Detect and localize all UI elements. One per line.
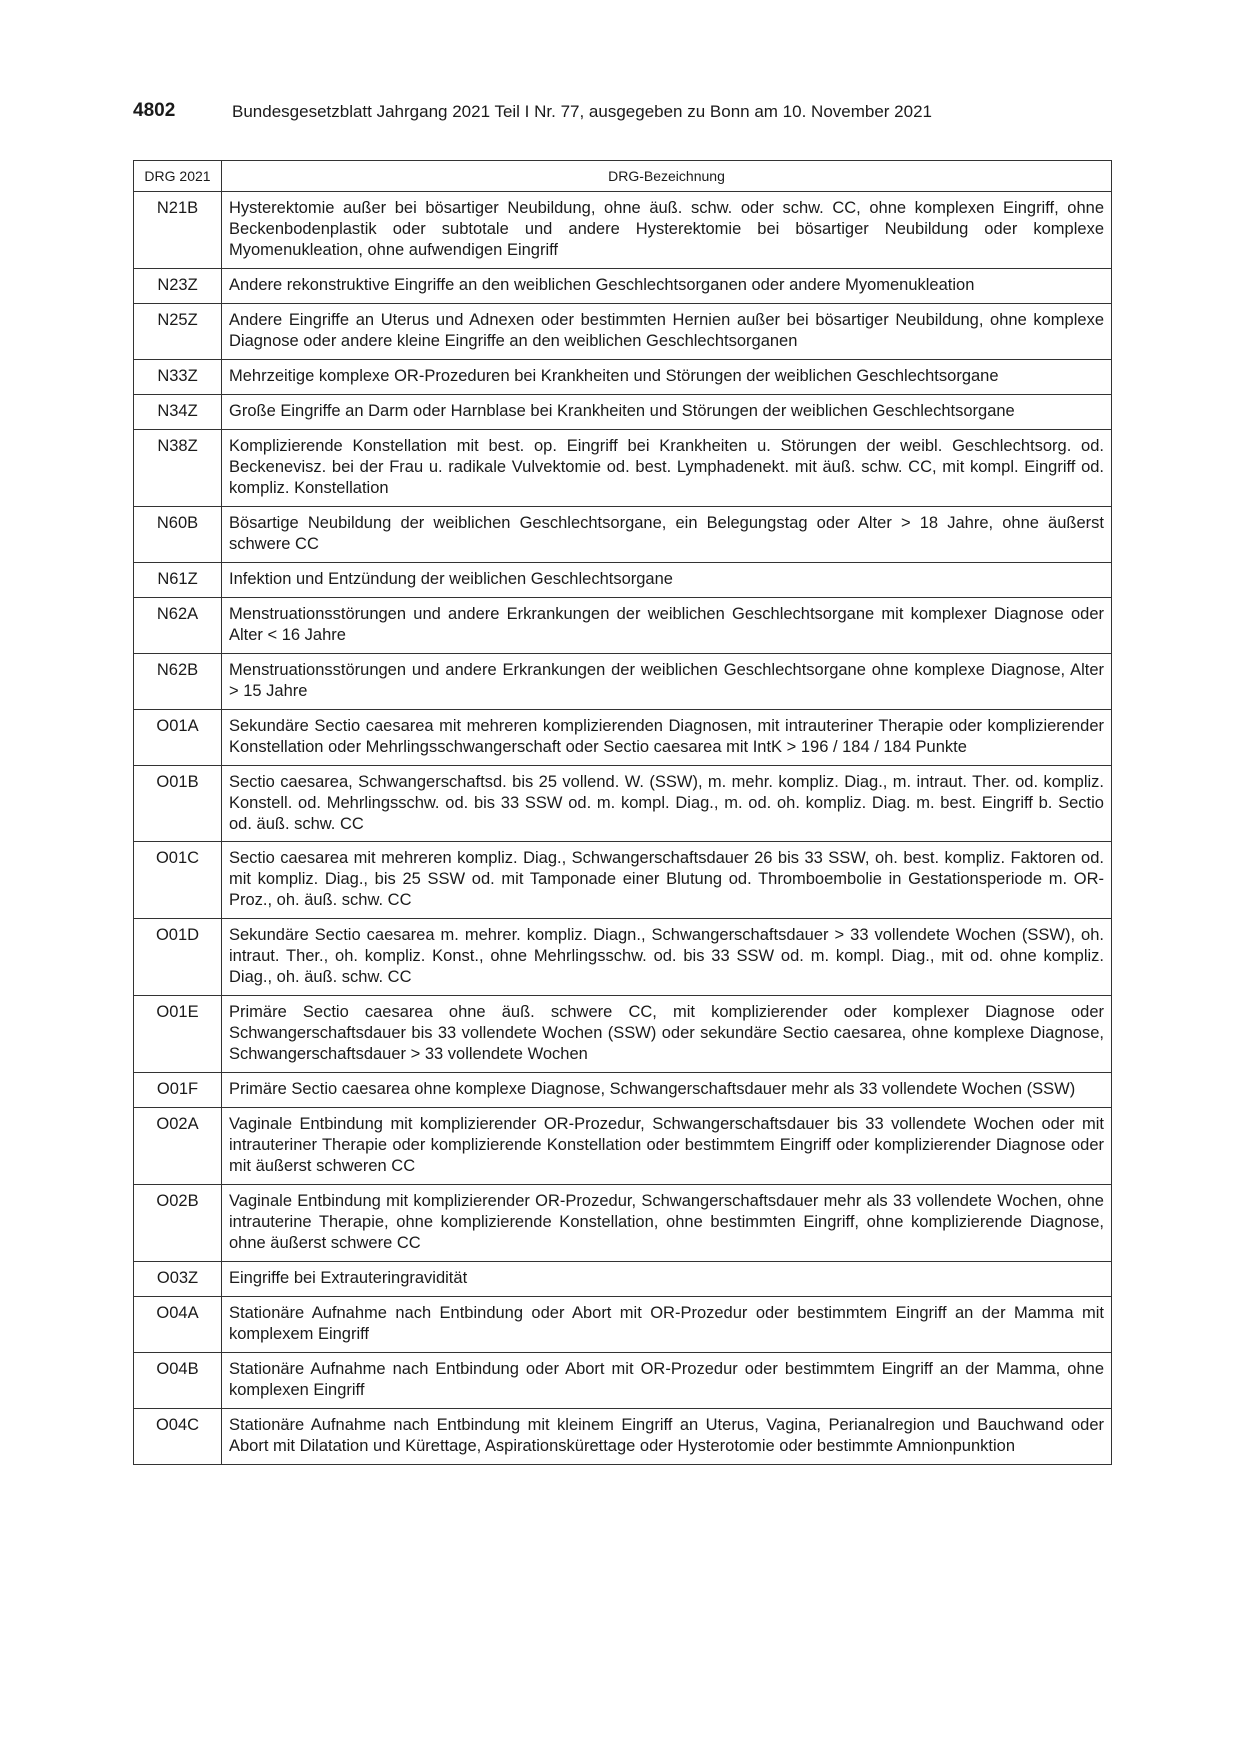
drg-code: O01E — [134, 996, 222, 1073]
page-header — [133, 100, 1113, 130]
drg-code: O04A — [134, 1297, 222, 1353]
drg-code: N60B — [134, 507, 222, 563]
table-row — [134, 1409, 1112, 1465]
table-row — [134, 996, 1112, 1073]
table-row — [134, 430, 1112, 507]
table-row — [134, 1353, 1112, 1409]
table-row — [134, 1297, 1112, 1353]
drg-code: N23Z — [134, 269, 222, 304]
drg-code: O04B — [134, 1353, 222, 1409]
drg-description: Andere Eingriffe an Uterus und Adnexen oder bestimmten Hernien außer bei bösartiger Neubildung, ohne komplexe Diagnose oder andere kleine Eingriffe an den weiblichen Geschlechtsorganen — [222, 304, 1112, 360]
drg-code: O01F — [134, 1073, 222, 1108]
drg-code: N62B — [134, 654, 222, 710]
column-header-description: DRG-Bezeichnung — [222, 161, 1112, 192]
table-row — [134, 654, 1112, 710]
table-row — [134, 269, 1112, 304]
table-row — [134, 192, 1112, 269]
drg-code: O02A — [134, 1108, 222, 1185]
page-number: 4802 — [133, 100, 176, 121]
table-row — [134, 842, 1112, 919]
drg-code: O04C — [134, 1409, 222, 1465]
table-row — [134, 563, 1112, 598]
table-body — [134, 192, 1112, 1465]
drg-description: Komplizierende Konstellation mit best. op. Eingriff bei Krankheiten u. Störungen der weibl. Geschlechtsorg. od. Beckenevisz. bei der Frau u. radikale Vulvektomie od. best. Lymphadenekt. mit äuß. schw. CC, mit kompl. Eingriff od. kompliz. Konstellation — [222, 430, 1112, 507]
table-header — [134, 161, 1112, 192]
drg-description: Bösartige Neubildung der weiblichen Geschlechtsorgane, ein Belegungstag oder Alter > 18 Jahre, ohne äußerst schwere CC — [222, 507, 1112, 563]
table-row — [134, 1108, 1112, 1185]
drg-table — [133, 160, 1112, 1465]
table-row — [134, 1262, 1112, 1297]
drg-description: Infektion und Entzündung der weiblichen Geschlechtsorgane — [222, 563, 1112, 598]
drg-description: Mehrzeitige komplexe OR-Prozeduren bei Krankheiten und Störungen der weiblichen Geschlechtsorgane — [222, 360, 1112, 395]
drg-description: Vaginale Entbindung mit komplizierender OR-Prozedur, Schwangerschaftsdauer mehr als 33 vollendete Wochen, ohne intrauterine Therapie, ohne komplizierende Konstellation, ohne bestimmten Eingriff, ohne komplizierende Diagnose, ohne äußerst schwere CC — [222, 1185, 1112, 1262]
drg-description: Sekundäre Sectio caesarea m. mehrer. kompliz. Diagn., Schwangerschaftsdauer > 33 vollendete Wochen (SSW), oh. intraut. Ther., oh. kompliz. Konst., ohne Mehrlingsschw. od. bis 33 SSW od. m. kompl. Diag., mit od. ohne kompliz. Diag., oh. äuß. schw. CC — [222, 919, 1112, 996]
drg-description: Menstruationsstörungen und andere Erkrankungen der weiblichen Geschlechtsorgane mit komplexer Diagnose oder Alter < 16 Jahre — [222, 598, 1112, 654]
drg-description: Andere rekonstruktive Eingriffe an den weiblichen Geschlechtsorganen oder andere Myomenukleation — [222, 269, 1112, 304]
drg-description: Eingriffe bei Extrauteringravidität — [222, 1262, 1112, 1297]
drg-code: N21B — [134, 192, 222, 269]
drg-description: Vaginale Entbindung mit komplizierender OR-Prozedur, Schwangerschaftsdauer bis 33 vollendete Wochen oder mit intrauteriner Therapie oder komplizierende Konstellation oder bestimmtem Eingriff oder komplizierender Diagnose oder mit äußerst schweren CC — [222, 1108, 1112, 1185]
drg-code: O01C — [134, 842, 222, 919]
table-row — [134, 598, 1112, 654]
drg-code: N25Z — [134, 304, 222, 360]
drg-code: N62A — [134, 598, 222, 654]
table-row — [134, 766, 1112, 842]
drg-description: Stationäre Aufnahme nach Entbindung oder Abort mit OR-Prozedur oder bestimmtem Eingriff an der Mamma, ohne komplexen Eingriff — [222, 1353, 1112, 1409]
drg-code: O01A — [134, 710, 222, 766]
column-header-code: DRG 2021 — [134, 161, 222, 192]
table-row — [134, 1073, 1112, 1108]
drg-code: N38Z — [134, 430, 222, 507]
drg-description: Sekundäre Sectio caesarea mit mehreren komplizierenden Diagnosen, mit intrauteriner Therapie oder komplizierender Konstellation oder Mehrlingsschwangerschaft oder Sectio caesarea mit IntK > 196 / 184 / 184 Punkte — [222, 710, 1112, 766]
drg-description: Stationäre Aufnahme nach Entbindung mit kleinem Eingriff an Uterus, Vagina, Perianalregion und Bauchwand oder Abort mit Dilatation und Kürettage, Aspirationskürettage oder Hysterotomie oder bestimmte Amnionpunktion — [222, 1409, 1112, 1465]
table-row — [134, 360, 1112, 395]
drg-code: N33Z — [134, 360, 222, 395]
drg-code: N61Z — [134, 563, 222, 598]
drg-code: O02B — [134, 1185, 222, 1262]
table-row — [134, 1185, 1112, 1262]
table-row — [134, 304, 1112, 360]
drg-description: Primäre Sectio caesarea ohne komplexe Diagnose, Schwangerschaftsdauer mehr als 33 vollendete Wochen (SSW) — [222, 1073, 1112, 1108]
table-row — [134, 919, 1112, 996]
page-title: Bundesgesetzblatt Jahrgang 2021 Teil I Nr. 77, ausgegeben zu Bonn am 10. November 2021 — [232, 102, 932, 121]
table-header-row — [134, 161, 1112, 192]
drg-description: Hysterektomie außer bei bösartiger Neubildung, ohne äuß. schw. oder schw. CC, ohne komplexen Eingriff, ohne Beckenbodenplastik oder subtotale und andere Hysterektomie bei bösartiger Neubildung oder komplexe Myomenukleation, ohne aufwendigen Eingriff — [222, 192, 1112, 269]
table-row — [134, 395, 1112, 430]
drg-description: Sectio caesarea, Schwangerschaftsd. bis 25 vollend. W. (SSW), m. mehr. kompliz. Diag., m. intraut. Ther. od. kompliz. Konstell. od. Mehrlingsschw. od. bis 33 SSW od. m. kompl. Diag., m. od. oh. kompliz. Diag. m. best. Eingriff b. Sectio od. äuß. schw. CC — [222, 766, 1112, 842]
drg-code: N34Z — [134, 395, 222, 430]
drg-description: Menstruationsstörungen und andere Erkrankungen der weiblichen Geschlechtsorgane ohne komplexe Diagnose, Alter > 15 Jahre — [222, 654, 1112, 710]
drg-description: Primäre Sectio caesarea ohne äuß. schwere CC, mit komplizierender oder komplexer Diagnose oder Schwangerschaftsdauer bis 33 vollendete Wochen (SSW) oder sekundäre Sectio caesarea, ohne komplexe Diagnose, Schwangerschaftsdauer > 33 vollendete Wochen — [222, 996, 1112, 1073]
drg-code: O03Z — [134, 1262, 222, 1297]
drg-description: Stationäre Aufnahme nach Entbindung oder Abort mit OR-Prozedur oder bestimmtem Eingriff an der Mamma mit komplexem Eingriff — [222, 1297, 1112, 1353]
drg-code: O01B — [134, 766, 222, 842]
table-row — [134, 710, 1112, 766]
drg-description: Große Eingriffe an Darm oder Harnblase bei Krankheiten und Störungen der weiblichen Geschlechtsorgane — [222, 395, 1112, 430]
drg-description: Sectio caesarea mit mehreren kompliz. Diag., Schwangerschaftsdauer 26 bis 33 SSW, oh. best. kompliz. Faktoren od. mit kompliz. Diag., bis 25 SSW od. mit Tamponade einer Blutung od. Thromboembolie in Gestationsperiode m. OR-Proz., oh. äuß. schw. CC — [222, 842, 1112, 919]
drg-code: O01D — [134, 919, 222, 996]
table-row — [134, 507, 1112, 563]
